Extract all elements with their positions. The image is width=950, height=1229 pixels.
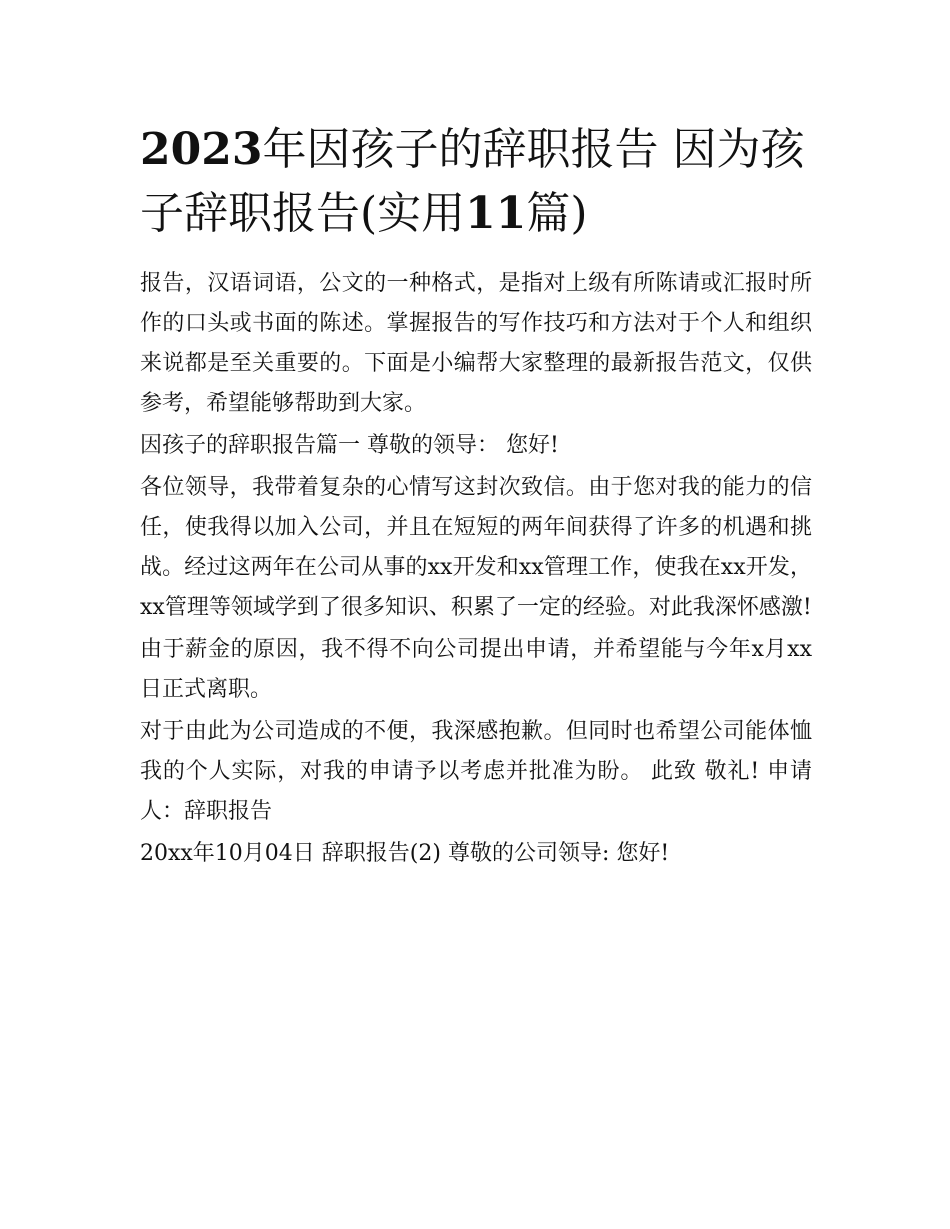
paragraph-body-three: 对于由此为公司造成的不便，我深感抱歉。但同时也希望公司能体恤我的个人实际，对我的申请予以考虑并批准为盼。 此致 敬礼! 申请人：辞职报告 [140, 719, 812, 824]
document-title [140, 118, 812, 246]
title-part-count: 11 [465, 188, 527, 239]
paragraph-body-two: 由于薪金的原因，我不得不向公司提出申请，并希望能与今年x月xx日正式离职。 [140, 637, 812, 702]
title-part-suffix: 篇) [526, 188, 588, 239]
paragraph-date-line: 20xx年10月04日 辞职报告(2) 尊敬的公司领导: 您好! [140, 841, 670, 866]
paragraph-heading-one: 因孩子的辞职报告篇一 尊敬的领导： 您好! [140, 433, 559, 458]
title-part-year: 2023 [140, 124, 263, 175]
paragraph-intro: 报告，汉语词语，公文的一种格式，是指对上级有所陈请或汇报时所作的口头或书面的陈述。掌握报告的写作技巧和方法对于个人和组织来说都是至关重要的。下面是小编帮大家整理的最新报告范文，仅供参考，希望能够帮助到大家。 [140, 271, 812, 416]
paragraph-body-one: 各位领导，我带着复杂的心情写这封次致信。由于您对我的能力的信任，使我得以加入公司，并且在短短的两年间获得了许多的机遇和挑战。经过这两年在公司从事的xx开发和xx管理工作，使我在xx开发，xx管理等领域学到了很多知识、积累了一定的经验。对此我深怀感激! [140, 475, 812, 620]
title-part-text: 年因孩子的辞职报告 因为孩子辞职报告(实用 [140, 124, 805, 239]
document-page [140, 118, 812, 876]
